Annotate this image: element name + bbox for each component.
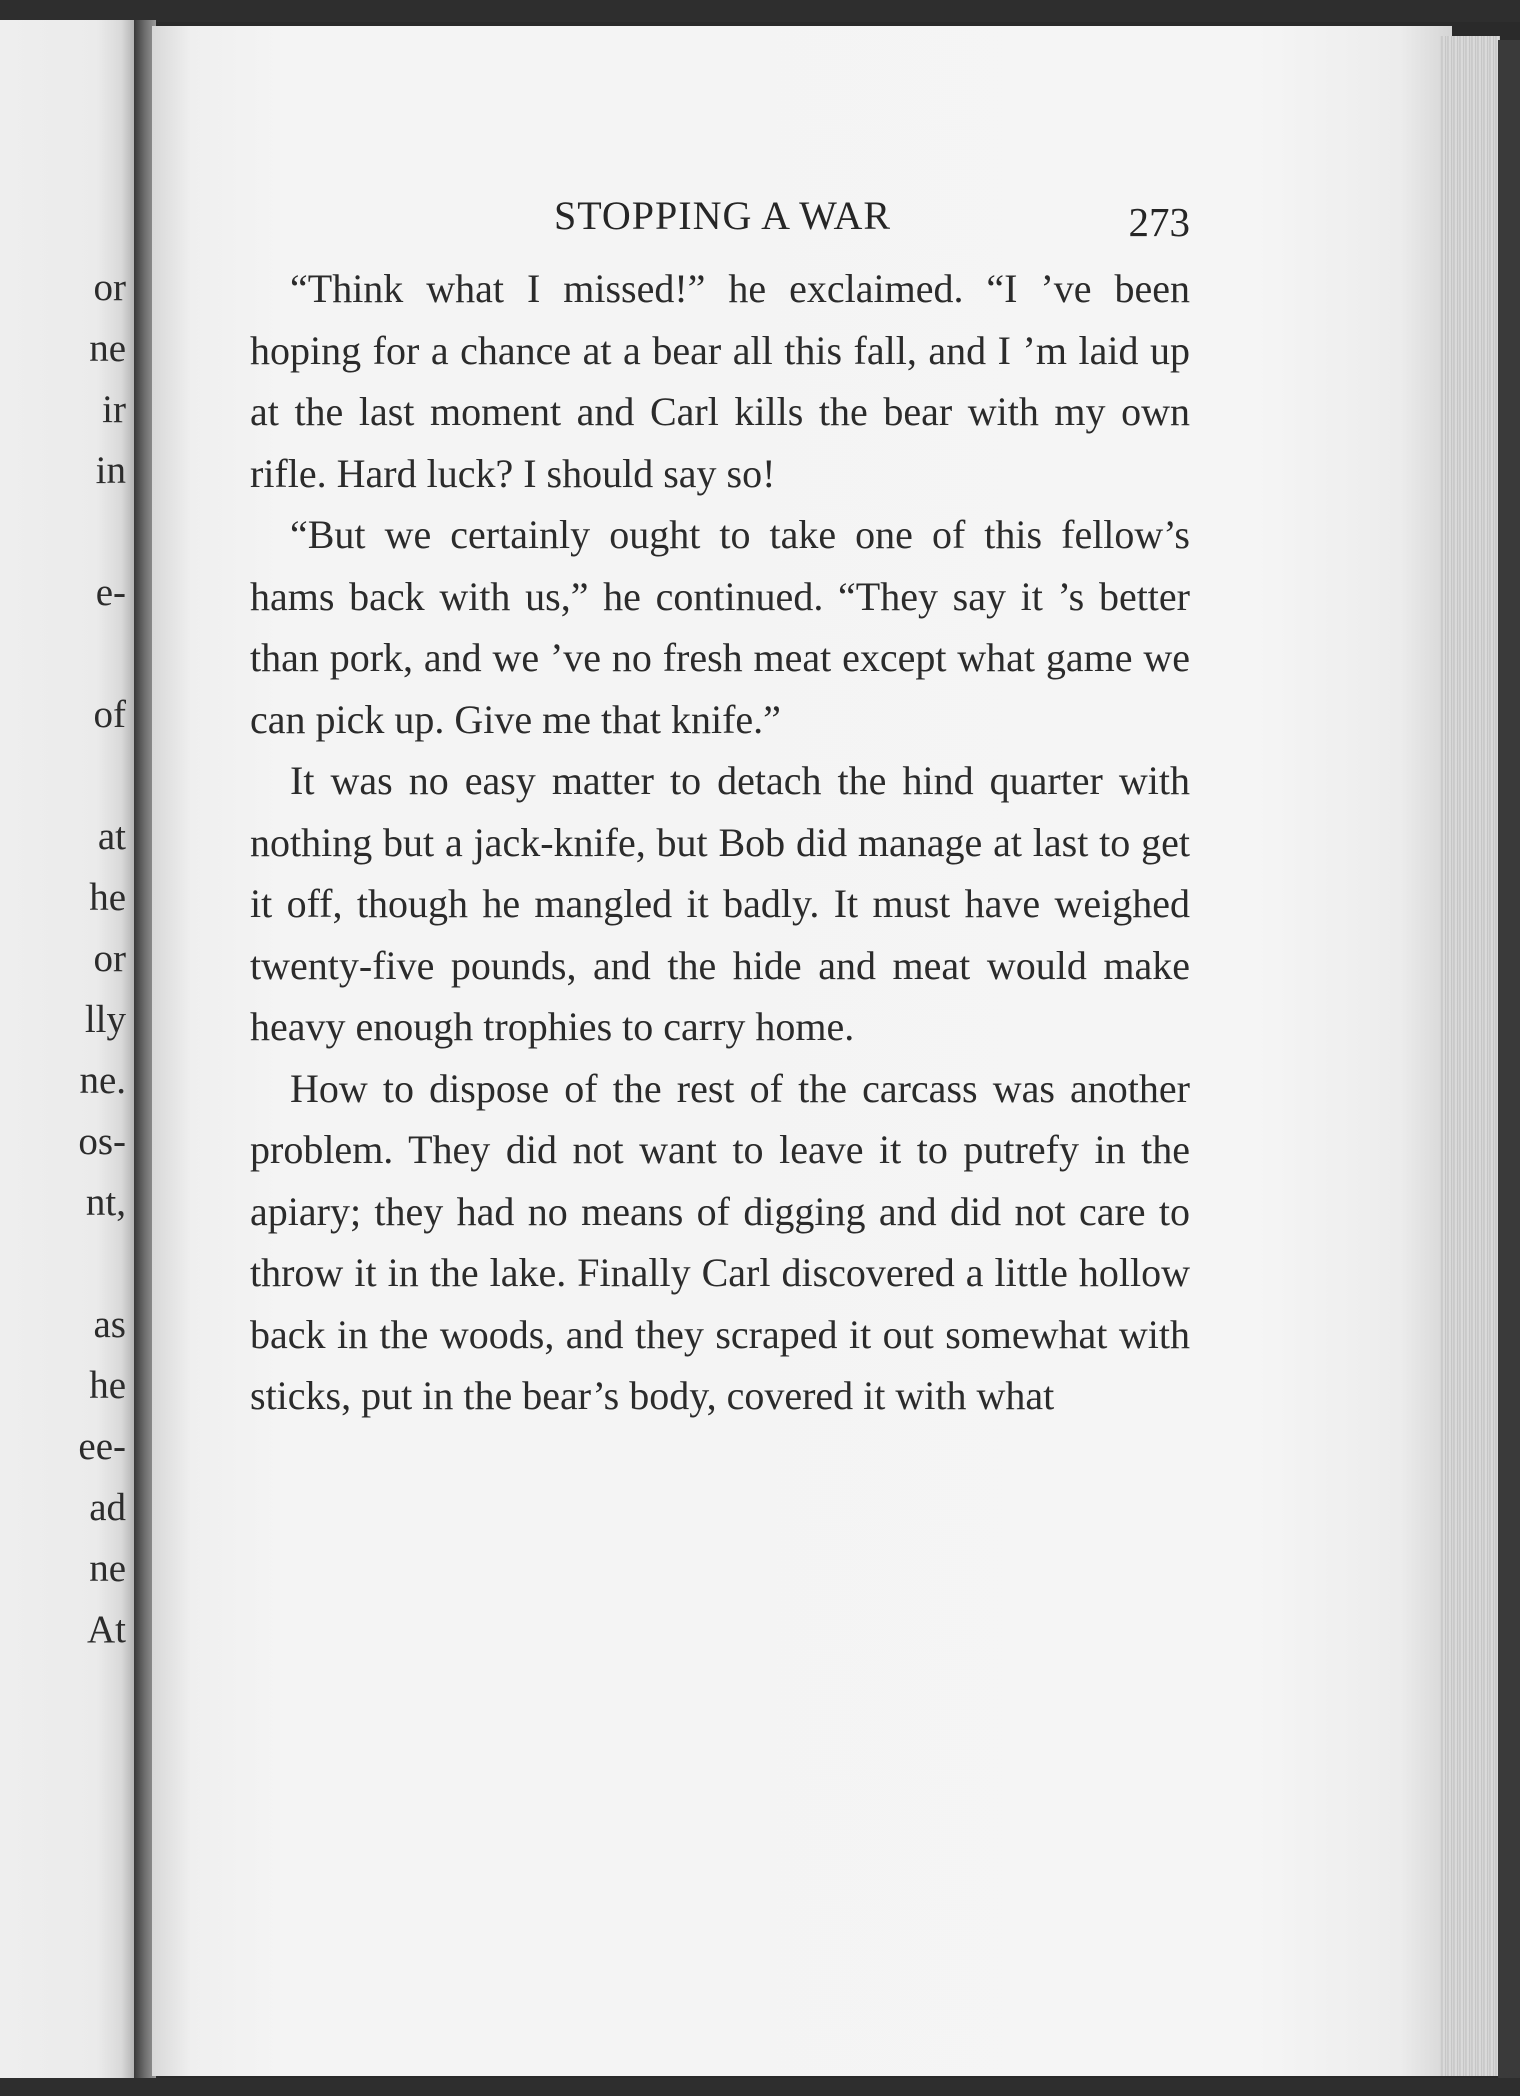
left-fragment: ne xyxy=(89,327,126,370)
left-fragment: he xyxy=(89,876,126,919)
scan-right-border xyxy=(1498,40,1520,2080)
left-fragment: lly xyxy=(84,998,126,1041)
left-fragment: nt, xyxy=(85,1181,126,1224)
left-fragment: At xyxy=(87,1608,126,1651)
left-fragment: he xyxy=(89,1364,126,1407)
left-fragment: in xyxy=(95,449,126,492)
previous-page-edge xyxy=(0,20,138,2080)
body-text xyxy=(250,258,1190,1427)
chapter-title: STOPPING A WAR xyxy=(553,193,892,238)
page-stack-edges xyxy=(1440,36,1500,2076)
scan-top-border xyxy=(0,0,1520,22)
left-fragment: or xyxy=(93,266,126,309)
paragraph: How to dispose of the rest of the carcass was another problem. They did not want to leave it to putrefy in the apiary; they had no means of digging and did not care to throw it in the lake. Finally Carl discovered a little hollow back in the woods, and they scraped it out somewhat with sticks, put in the bear’s body, covered it with what xyxy=(250,1065,1190,1418)
paragraph: “But we certainly ought to take one of this fellow’s hams back with us,” he continued. “They say it ’s better than pork, and we ’ve no fresh meat except what game we can pick up. Give me that knife.” xyxy=(250,512,1190,742)
left-fragment: ne. xyxy=(79,1059,126,1102)
left-fragment: of xyxy=(93,693,126,736)
left-fragment: e- xyxy=(95,571,126,614)
scan-bottom-border xyxy=(0,2078,1520,2096)
paragraph: It was no easy matter to detach the hind quarter with nothing but a jack-knife, but Bob did manage at last to get it off, though he mangled it badly. It must have weighed twenty-five pounds, and the hide and meat would make heavy enough trophies to carry home. xyxy=(250,758,1190,1049)
left-fragment: ne xyxy=(89,1547,126,1590)
page-number: 273 xyxy=(1128,199,1190,245)
left-fragment: ir xyxy=(102,388,126,431)
left-fragment: ad xyxy=(89,1486,126,1529)
left-fragment: as xyxy=(93,1303,126,1346)
running-head xyxy=(255,192,1190,248)
left-fragment: ee- xyxy=(78,1425,126,1468)
left-fragment: at xyxy=(97,815,126,858)
paragraph: “Think what I missed!” he exclaimed. “I ’ve been hoping for a chance at a bear all this fall, and I ’m laid up at the last moment and Carl kills the bear with my own rifle. Hard luck? I should say so! xyxy=(250,266,1190,496)
left-fragment: os- xyxy=(78,1120,126,1163)
left-fragment: or xyxy=(93,937,126,980)
